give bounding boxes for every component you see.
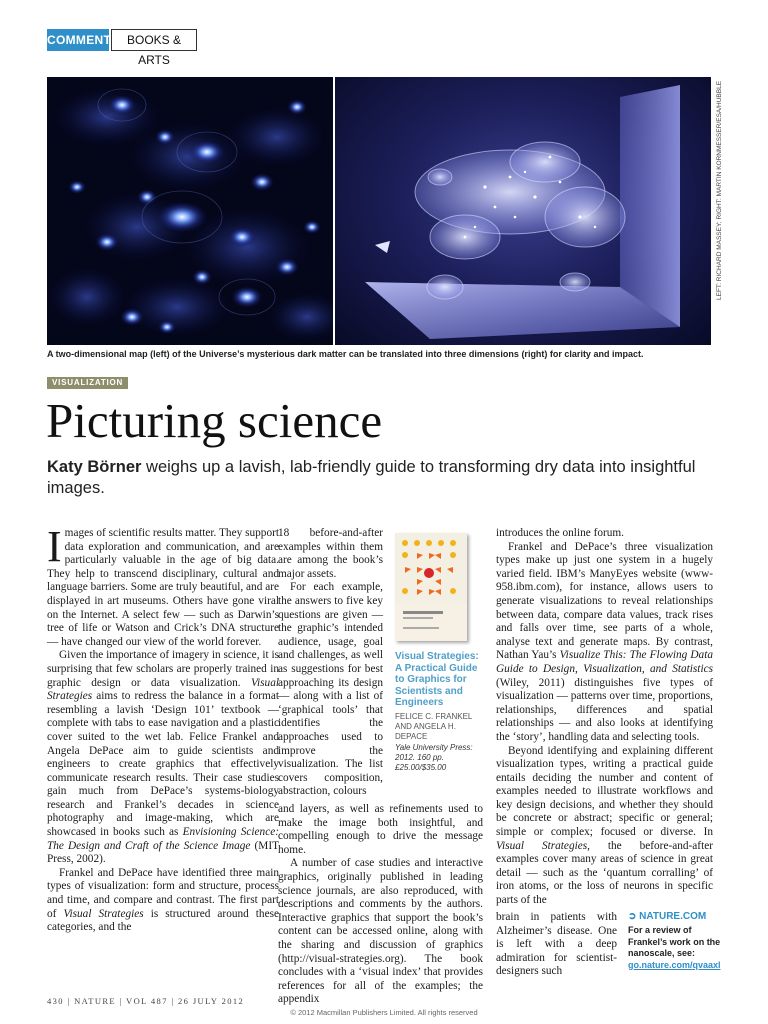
body-column-3-bottom	[496, 911, 617, 979]
body-paragraph: brain in patients with Alzheimer’s disease. One is left with a deep admiration for scientist-designers such	[496, 911, 617, 978]
dark-matter-2d-map	[47, 77, 333, 345]
dark-matter-3d-render	[335, 77, 711, 345]
body-paragraph: A number of case studies and interactive graphics, originally published in leading science journals, are also reproduced, with descriptions and comments by the authors. Interactive graphics that support the book’s content can be accessed online, along with the sharing and discussion of graphics (http://visual-strategies.org). The book concludes with a ‘visual index’ that provides references for all of the examples; the appendix	[278, 857, 483, 1006]
topic-tag[interactable]: VISUALIZATION	[47, 377, 128, 389]
book-title: Visual Strategies: A Practical Guide to Graphics for Scientists and Engineers	[395, 651, 479, 708]
figure-caption: A two-dimensional map (left) of the Universe’s mysterious dark matter can be translated into three dimensions (right) for clarity and impact.	[47, 349, 644, 359]
book-authors: FELICE C. FRANKEL AND ANGELA H. DEPACE	[395, 711, 473, 741]
section-tab-books-arts[interactable]: BOOKS & ARTS	[111, 29, 197, 51]
drop-cap: I	[47, 522, 62, 571]
nature-link-box	[628, 911, 724, 971]
photo-credit: LEFT: RICHARD MASSEY; RIGHT: MARTIN KORNMESSER/ESA/HUBBLE	[716, 80, 723, 300]
body-paragraph: Beyond identifying and explaining different visualization types, writing a practical guide entails deciding the number and content of examples needed to illustrate workflows and key design decisions, and whether they should be concrete or abstract; specific or general; simple or complex; focused or diverse. In Visual Strategies, the before-and-after examples cover many areas of science in great detail — such as the ‘quantum corralling’ of iron atoms, or the loss of neurons in specific parts of the	[496, 744, 713, 907]
body-paragraph: Frankel and DePace have identified three main types of visualization: form and structure, process and time, and compare and contrast. The first part of Visual Strategies is structured around these categories, and the	[47, 866, 280, 934]
body-column-2-top	[278, 527, 383, 799]
body-paragraph: introduces the online forum.	[496, 527, 625, 539]
body-paragraph: 18 before-and-after examples within them are among the book’s major assets.	[278, 527, 383, 580]
book-details	[395, 651, 485, 773]
page-folio: 430 | NATURE | VOL 487 | 26 JULY 2012	[47, 996, 245, 1006]
standfirst	[47, 457, 727, 499]
standfirst-text: weighs up a lavish, lab-friendly guide to transforming dry data into insightful images.	[47, 458, 696, 497]
article-title: Picturing science	[46, 393, 383, 448]
body-column-3	[496, 527, 713, 908]
nature-label: ➲ NATURE.COM	[628, 911, 707, 922]
link-arrow-icon: ➲	[628, 911, 637, 922]
body-paragraph: Images of scientific results matter. They support data exploration and communication, and are particularly valuable in the age of big data. They help to transcend disciplinary, cultural and language barriers. Some are truly beautiful, and are displayed in art museums. Others have gone viral on the Internet. A select few — such as Darwin’s tree of life or Watson and Crick’s DNA structure — have changed our view of the world forever.	[47, 522, 279, 648]
nature-url-link[interactable]: go.nature.com/qvaaxl	[628, 959, 721, 970]
body-paragraph: Given the importance of imagery in science, it is surprising that few scholars are properly trained in graphic design or data visualization. Visual Strategies aims to redress the balance in a format resembling a lavish ‘Design 101’ textbook — complete with tabs to ease navigation and a plastic cover suited to the wet lab. Felice Frankel and Angela DePace aim to guide scientists and engineers to create graphics that effectively communicate research results. Their case studies gain much from DePace’s systems-biology research and Frankel’s decades in science photography and image-making, which are showcased in books such as Envisioning Science: The Design and Craft of the Science Image (MIT Press, 2002).	[47, 649, 279, 866]
body-paragraph: and layers, as well as refinements used to make the image both insightful, and compelling enough to drive the message home.	[278, 803, 483, 856]
section-tab-comment[interactable]: COMMENT	[47, 29, 109, 51]
body-paragraph: For each example, the answers to five key questions are given — the graphic’s intended audience, usage, goal and challenges, as well as suggestions for best approaching its design — along with a list of ‘graphical tools’ that identifies the approaches used to improve the visualization. The list covers composition, abstraction, colours	[278, 581, 383, 798]
author-name: Katy Börner	[47, 458, 142, 476]
nature-text: For a review of Frankel’s work on the nanoscale, see:	[628, 925, 721, 958]
copyright-line: © 2012 Macmillan Publishers Limited. All rights reserved	[290, 1008, 478, 1017]
book-cover-image	[395, 533, 467, 641]
book-publisher: Yale University Press: 2012. 160 pp. £25.00/$35.00	[395, 742, 473, 772]
body-paragraph: Frankel and DePace’s three visualization types make up just one system in a hugely varied field. IBM’s ManyEyes website (www-958.ibm.com), for instance, allows users to generate visualizations to reveal relationships between data, compare data values, track rises and falls over time, see parts of a whole, analyse text and generate maps. By contrast, Nathan Yau’s Visualize This: The Flowing Data Guide to Design, Visualization, and Statistics (Wiley, 2011) distinguishes five types of visualization — patterns over time, proportions, relationships, differences and spatial relationships — and also looks at identifying the ‘story’, handling data and selecting tools.	[496, 540, 713, 743]
body-column-1	[47, 522, 280, 935]
body-column-2-bottom	[278, 803, 483, 1007]
